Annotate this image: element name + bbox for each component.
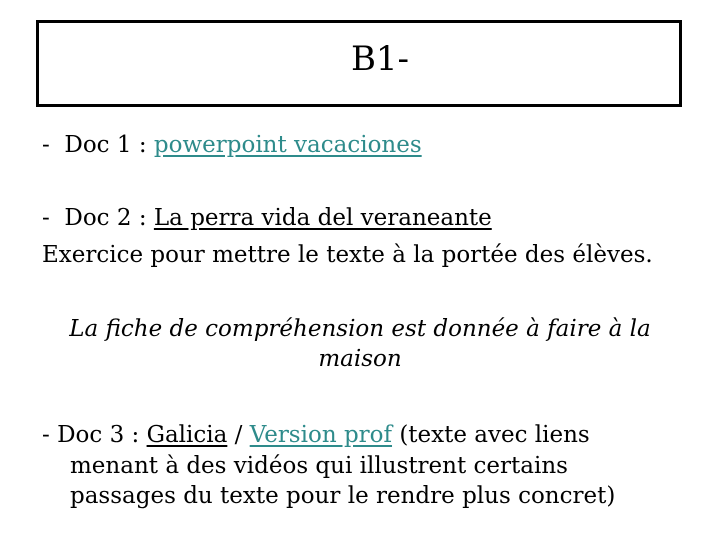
doc2-prefix: - Doc 2 : — [42, 205, 154, 231]
doc3-line-3: passages du texte pour le rendre plus concret) — [70, 483, 616, 509]
doc3-link-galicia[interactable]: Galicia — [146, 422, 228, 448]
doc2-link[interactable]: La perra vida del veraneante — [153, 205, 492, 231]
doc3-line-2: menant à des vidéos qui illustrent certains — [70, 453, 568, 479]
doc3-suffix: (texte avec liens — [392, 422, 590, 448]
doc3-link-version-prof[interactable]: Version prof — [249, 422, 393, 448]
doc2-note: Exercice pour mettre le texte à la portée des élèves. — [42, 242, 653, 268]
title-box — [36, 20, 682, 107]
doc3-line — [42, 420, 590, 450]
slide-title: B1- — [350, 38, 410, 79]
doc1-prefix: - Doc 1 : — [42, 132, 154, 158]
fiche-line-1: La fiche de compréhension est donnée à faire à la — [69, 316, 651, 342]
doc2-line — [42, 203, 492, 233]
doc3-prefix: - Doc 3 : — [42, 422, 147, 448]
doc3-separator: / — [227, 422, 250, 448]
doc1-link[interactable]: powerpoint vacaciones — [153, 132, 422, 158]
fiche-line-2: maison — [318, 346, 402, 372]
doc1-line — [42, 130, 422, 160]
